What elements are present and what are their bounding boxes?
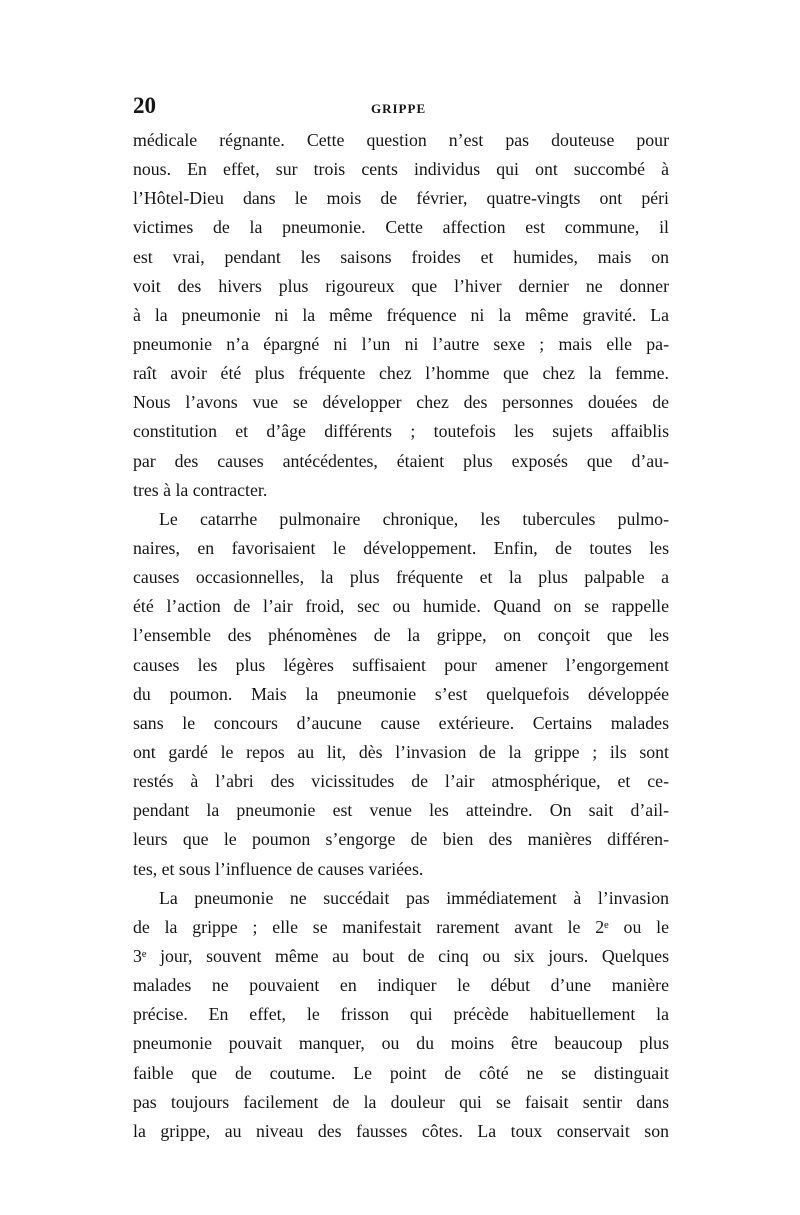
text-line: tes, et sous l’influence de causes variées.: [133, 858, 424, 879]
text-line: par des causes antécédentes, étaient plus exposés que d’au-: [133, 450, 669, 471]
text-line: faible que de coutume. Le point de côté ne se distinguait: [133, 1062, 669, 1083]
text-line: causes les plus légères suffisaient pour amener l’engorgement: [133, 654, 669, 675]
text-line: restés à l’abri des vicissitudes de l’air atmosphérique, et ce-: [133, 771, 669, 792]
text-line: sans le concours d’aucune cause extérieure. Certains malades: [133, 712, 669, 733]
text-line: La pneumonie ne succédait pas immédiatement à l’invasion: [159, 887, 669, 908]
text-line: Le catarrhe pulmonaire chronique, les tubercules pulmo-: [159, 508, 669, 529]
text-line: voit des hivers plus rigoureux que l’hiver dernier ne donner: [133, 275, 669, 296]
page-header: [133, 93, 669, 123]
text-line: du poumon. Mais la pneumonie s’est quelquefois développée: [133, 683, 669, 704]
text-line: pneumonie pouvait manquer, ou du moins être beaucoup plus: [133, 1033, 669, 1054]
text-line: causes occasionnelles, la plus fréquente et la plus palpable a: [133, 567, 669, 588]
text-line: pneumonie n’a épargné ni l’un ni l’autre sexe ; mais elle pa-: [133, 333, 669, 354]
text-line: pendant la pneumonie est venue les atteindre. On sait d’ail-: [133, 800, 669, 821]
text-line: raît avoir été plus fréquente chez l’homme que chez la femme.: [133, 363, 669, 384]
text-line: constitution et d’âge différents ; toutefois les sujets affaiblis: [133, 421, 669, 442]
text-line: la grippe, au niveau des fausses côtes. La toux conservait son: [133, 1120, 669, 1141]
text-line: pas toujours facilement de la douleur qui se faisait sentir dans: [133, 1091, 669, 1112]
text-line: naires, en favorisaient le développement. Enfin, de toutes les: [133, 537, 669, 558]
text-line: nous. En effet, sur trois cents individus qui ont succombé à: [133, 159, 669, 180]
text-line: est vrai, pendant les saisons froides et humides, mais on: [133, 246, 669, 267]
text-line: de la grippe ; elle se manifestait rarement avant le 2ᵉ ou le: [133, 916, 669, 937]
text-line: leurs que le poumon s’engorge de bien des manières différen-: [133, 829, 669, 850]
text-line: malades ne pouvaient en indiquer le début d’une manière: [133, 975, 669, 996]
text-line: à la pneumonie ni la même fréquence ni la même gravité. La: [133, 304, 669, 325]
text-line: ont gardé le repos au lit, dès l’invasion de la grippe ; ils sont: [133, 741, 669, 762]
text-line: précise. En effet, le frisson qui précède habituellement la: [133, 1004, 669, 1025]
text-line: été l’action de l’air froid, sec ou humide. Quand on se rappelle: [133, 596, 669, 617]
text-line: l’Hôtel-Dieu dans le mois de février, quatre-vingts ont péri: [133, 188, 669, 209]
text-line: victimes de la pneumonie. Cette affection est commune, il: [133, 217, 669, 238]
text-line: médicale régnante. Cette question n’est pas douteuse pour: [133, 130, 669, 150]
text-line: l’ensemble des phénomènes de la grippe, on conçoit que les: [133, 625, 669, 646]
body-text: [133, 126, 669, 1146]
text-line: Nous l’avons vue se développer chez des personnes douées de: [133, 392, 669, 413]
running-head: GRIPPE: [371, 101, 427, 116]
text-line: tres à la contracter.: [133, 479, 268, 500]
text-line: 3ᵉ jour, souvent même au bout de cinq ou six jours. Quelques: [133, 945, 669, 966]
page-number: 20: [133, 93, 156, 118]
